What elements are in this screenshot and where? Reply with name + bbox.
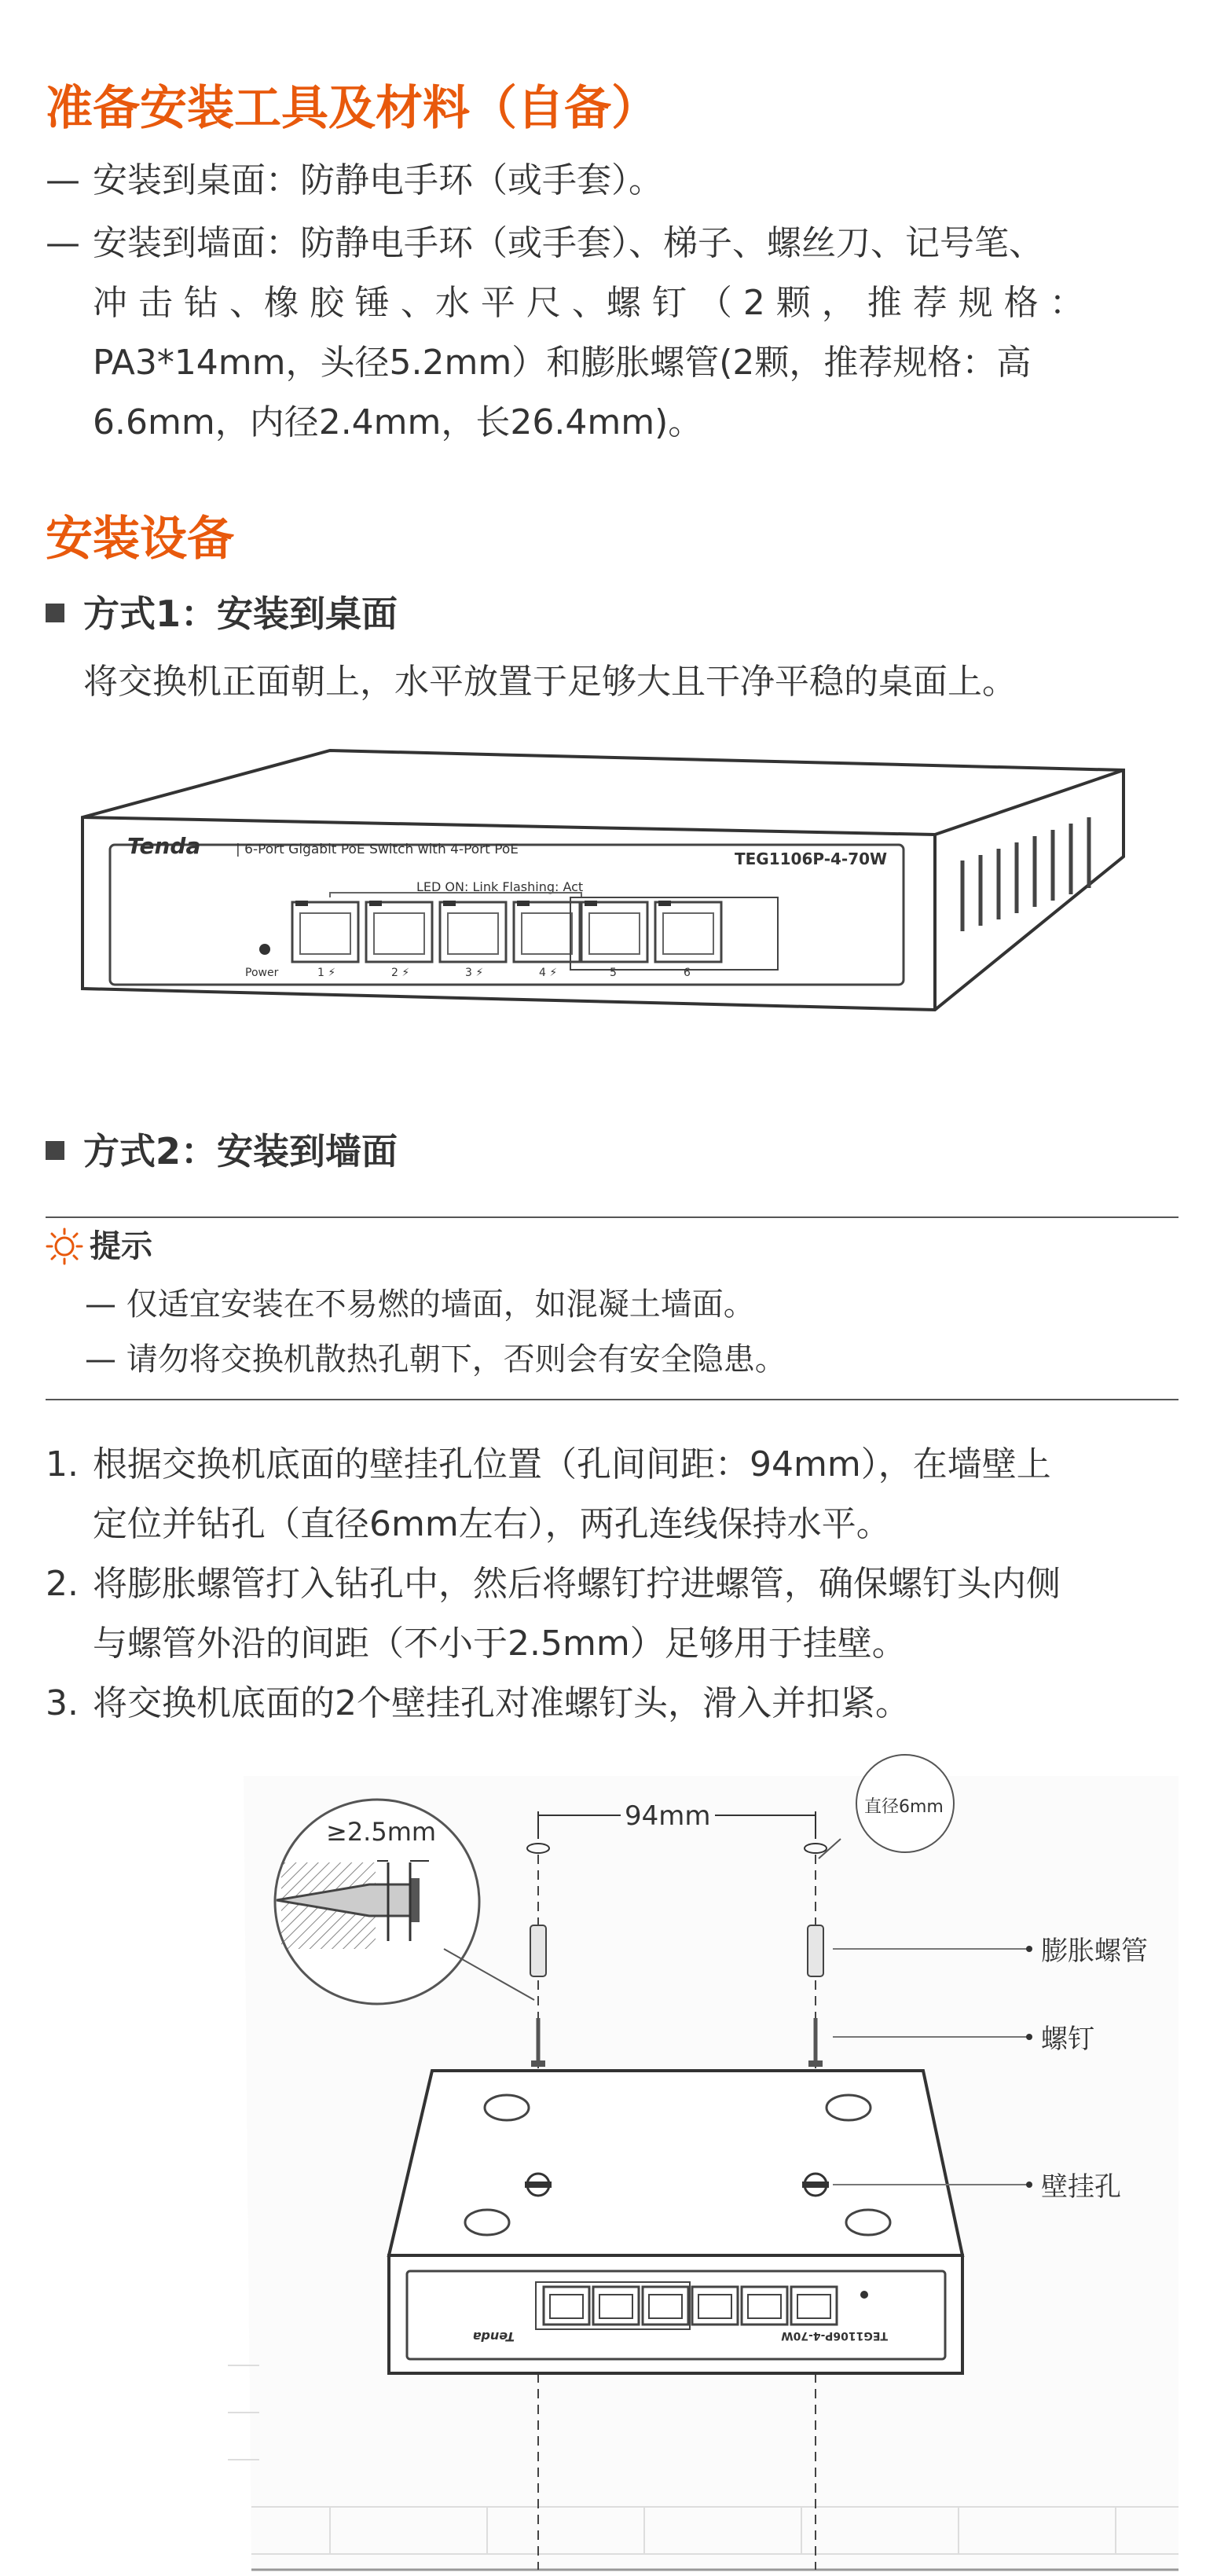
power-label: Power [245,967,279,979]
bullet-square-icon [46,1141,64,1160]
bottom-model: TEG1106P-4-70W [781,2329,888,2342]
anchor-icon [530,1925,546,1976]
step-text: 将膨胀螺管打入钻孔中，然后将螺钉拧进螺管，确保螺钉头内侧 [93,1564,1061,1604]
bottom-brand: Tenda [472,2329,515,2344]
list-item: 安装到墙面：防静电手环（或手套）、梯子、螺丝刀、记号笔、 [93,223,1043,263]
tip-item: — 仅适宜安装在不易燃的墙面，如混凝土墙面。 [85,1286,755,1323]
step-text: 将交换机底面的2个壁挂孔对准螺钉头，滑入并扣紧。 [93,1683,910,1723]
list-item: 安装到桌面：防静电手环（或手套）。 [93,160,663,200]
method2-title: 方式2：安装到墙面 [83,1130,398,1172]
switch-front-illustration [79,747,1131,1014]
wall-mount-diagram [228,1752,1226,2576]
step-text: 根据交换机底面的壁挂孔位置（孔间间距：94mm），在墙壁上 [93,1444,1051,1484]
port-label: 4 ⚡ [539,967,558,979]
step-number: 3. [46,1683,79,1723]
power-led-icon [259,944,270,955]
method1-desc: 将交换机正面朝上，水平放置于足够大且干净平稳的桌面上。 [83,662,1017,702]
section-title-tools: 准备安装工具及材料（自备） [46,81,658,136]
port-label: 6 [684,967,691,979]
step-number: 2. [46,1564,79,1604]
port-label: 2 ⚡ [391,967,410,979]
diameter-label: 直径6mm [864,1797,944,1817]
tip-item: — 请勿将交换机散热孔朝下，否则会有安全隐患。 [85,1341,786,1378]
keyhole-icon [802,2174,829,2196]
tips-title: 提示 [90,1228,152,1264]
list-item: 6.6mm，内径2.4mm，长26.4mm)。 [93,402,703,442]
list-dash: — [46,223,80,263]
port-label: 1 ⚡ [317,967,336,979]
anchor-label: 膨胀螺管 [1041,1936,1148,1967]
bullet-square-icon [46,604,64,622]
list-item: 冲 击 钻 、橡 胶 锤 、水 平 尺 、螺 钉 （ 2 颗 ， 推 荐 规 格 ： [93,283,1084,323]
section-title-install: 安装设备 [46,512,234,567]
screw-label: 螺钉 [1041,2024,1094,2055]
switch-brand: Tenda [127,833,201,859]
step-number: 1. [46,1444,79,1484]
switch-model-desc: | 6-Port Gigabit PoE Switch with 4-Port PoE [236,842,519,857]
led-label: LED ON: Link Flashing: Act [416,879,584,894]
list-item: PA3*14mm，头径5.2mm）和膨胀螺管(2颗，推荐规格：高 [93,343,1032,383]
gap-label: ≥2.5mm [326,1817,437,1847]
port-label: 5 [610,967,617,979]
list-dash: — [46,160,80,200]
step-text: 与螺管外沿的间距（不小于2.5mm）足够用于挂壁。 [93,1624,907,1664]
anchor-icon [808,1925,823,1976]
switch-model: TEG1106P-4-70W [735,849,888,868]
method1-title: 方式1：安装到桌面 [83,593,398,635]
tips-bottom-divider [46,1399,1179,1400]
step-text: 定位并钻孔（直径6mm左右），两孔连线保持水平。 [93,1504,891,1544]
hole-label: 壁挂孔 [1041,2171,1121,2203]
distance-label: 94mm [625,1800,711,1832]
port-label: 3 ⚡ [465,967,484,979]
lightbulb-icon [44,1226,85,1267]
tips-top-divider [46,1216,1179,1218]
keyhole-icon [525,2174,552,2196]
